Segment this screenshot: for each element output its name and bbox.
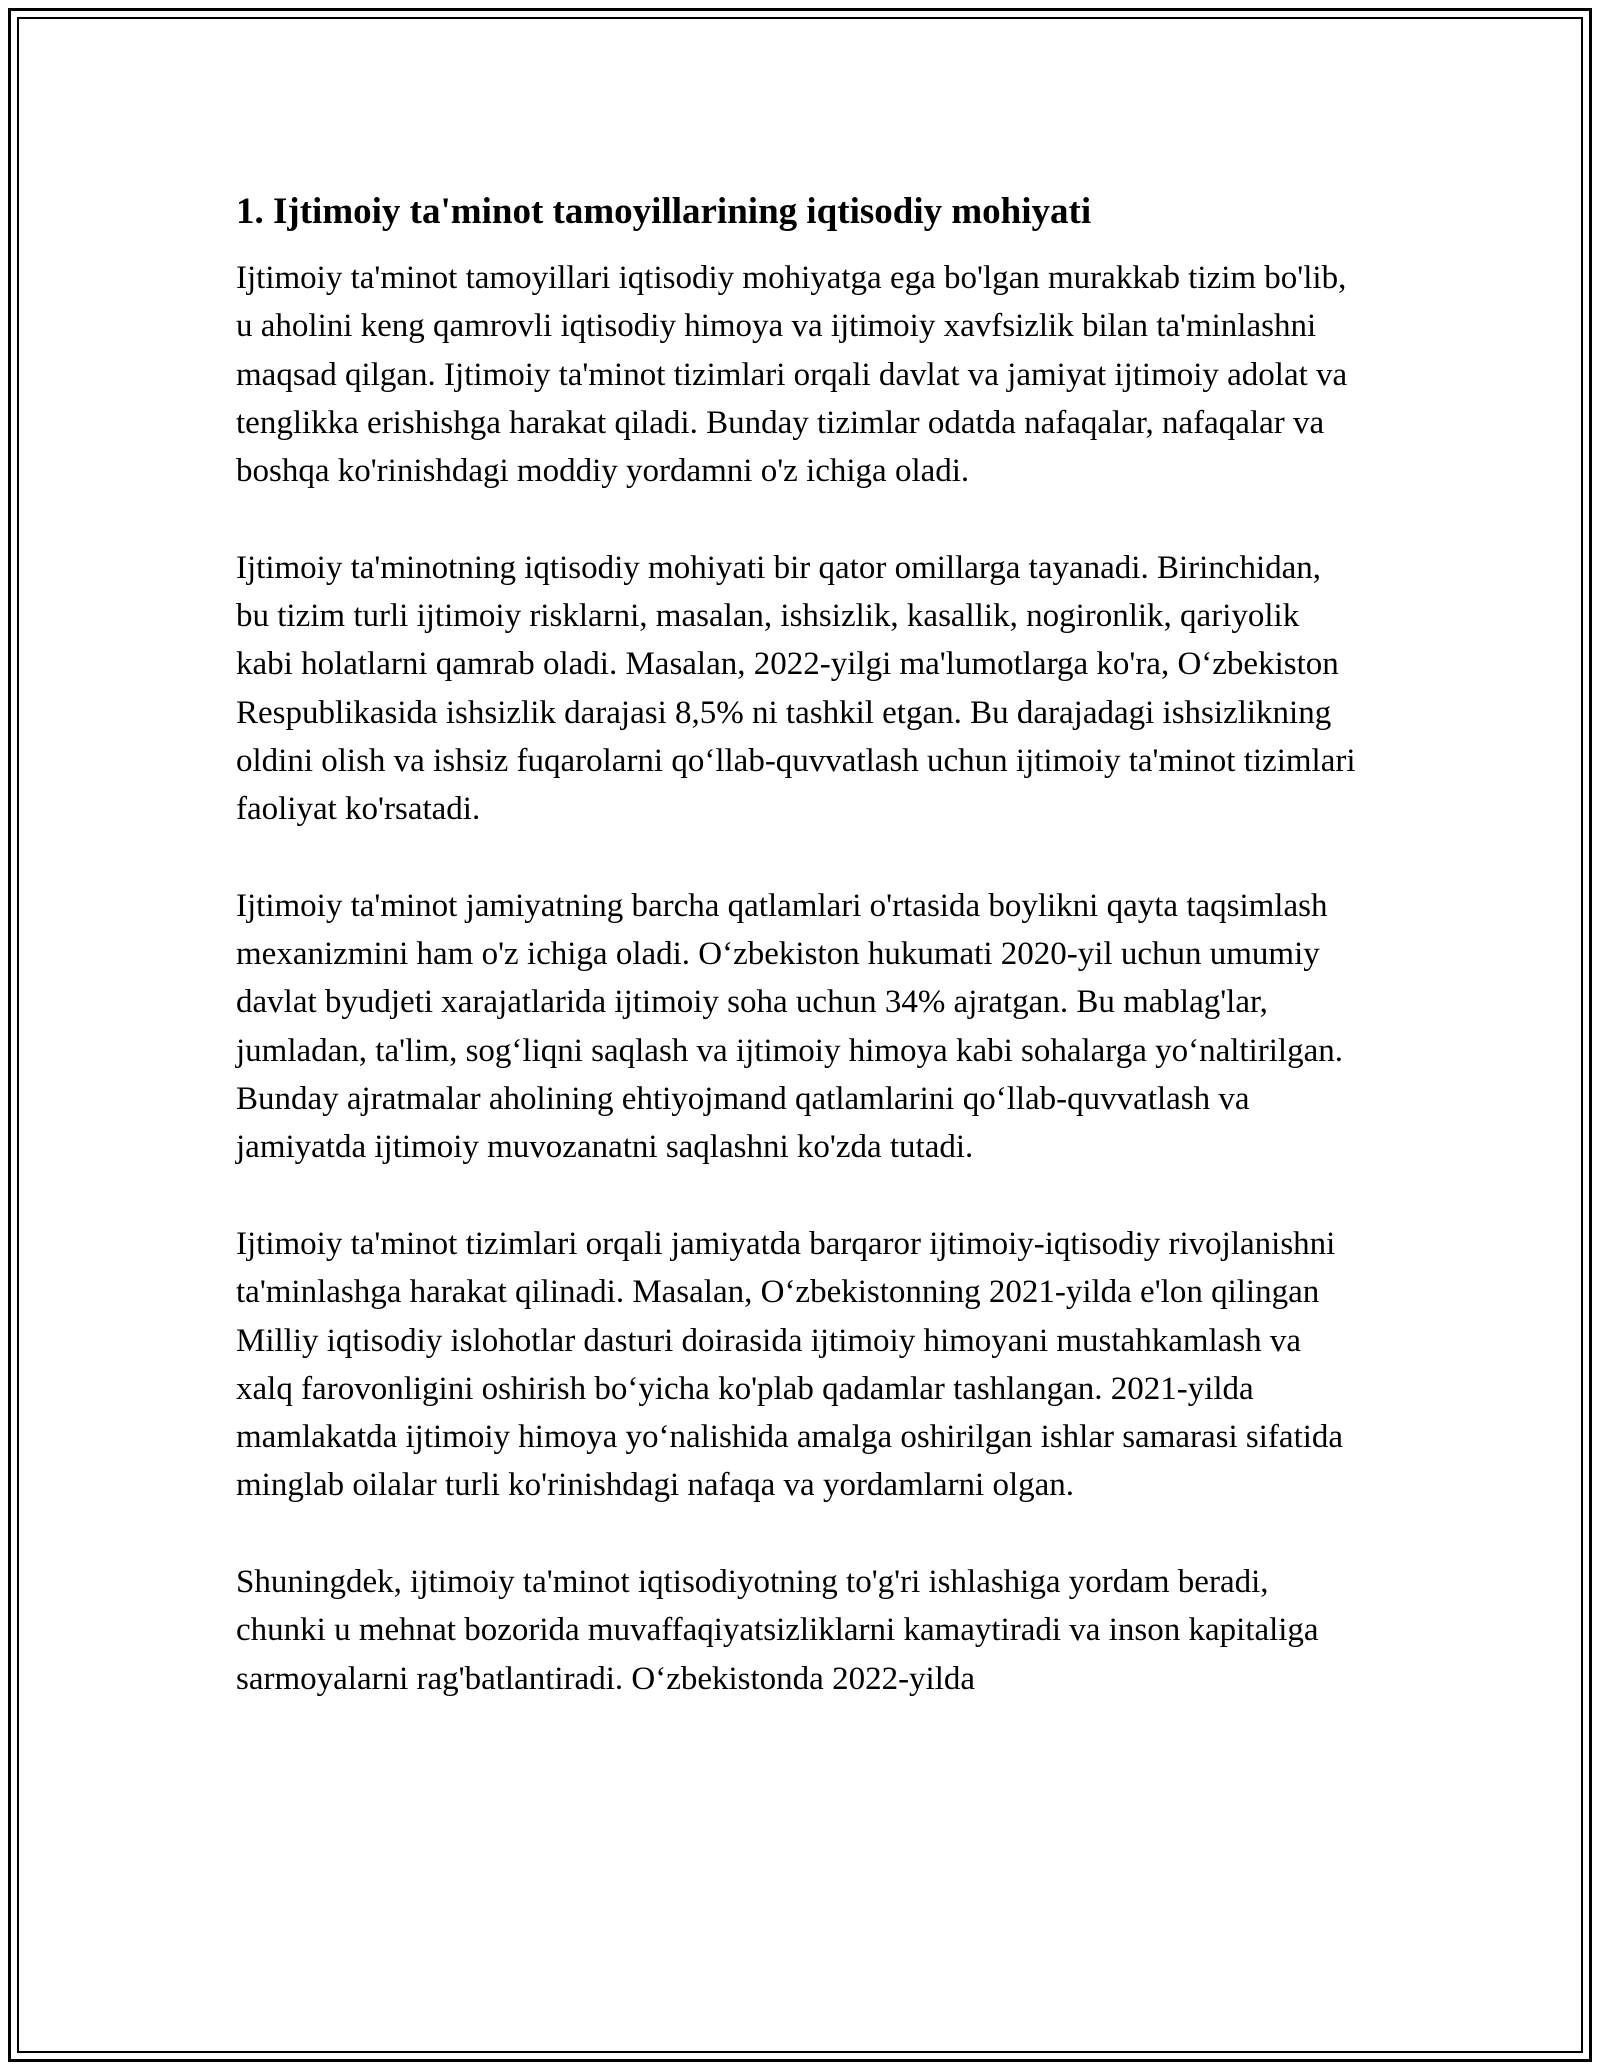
paragraph-4: Ijtimoiy ta'minot tizimlari orqali jamiyatda barqaror ijtimoiy-iqtisodiy rivojlanishni ta'minlashga harakat qilinadi. Masalan, O‘zbekistonning 2021-yilda e'lon qilingan Milliy iqtisodiy islohotlar dasturi doirasida ijtimoiy himoyani mustahkamlash va xalq farovonligini oshirish bo‘yicha ko'plab qadamlar tashlangan. 2021-yilda mamlakatda ijtimoiy himoya yo‘nalishida amalga oshirilgan ishlar samarasi sifatida minglab oilalar turli ko'rinishdagi nafaqa va yordamlarni olgan. — [236, 1225, 1344, 1504]
document-body — [236, 188, 1356, 1751]
paragraph-3: Ijtimoiy ta'minot jamiyatning barcha qatlamlari o'rtasida boylikni qayta taqsimlash mexanizmini ham o'z ichiga oladi. O‘zbekiston hukumati 2020-yil uchun umumiy davlat byudjeti xarajatlarida ijtimoiy soha uchun 34% ajratgan. Bu mablag'lar, jumladan, ta'lim, sog‘liqni saqlash va ijtimoiy himoya kabi sohalarga yo‘naltirilgan. Bunday ajratmalar aholining ehtiyojmand qatlamlarini qo‘llab-quvvatlash va jamiyatda ijtimoiy muvozanatni saqlashni ko'zda tutadi. — [236, 887, 1343, 1166]
section-title: 1. Ijtimoiy ta'minot tamoyillarining iqtisodiy mohiyati — [236, 191, 1092, 232]
paragraph-1: Ijtimoiy ta'minot tamoyillari iqtisodiy mohiyatga ega bo'lgan murakkab tizim bo'lib, u aholini keng qamrovli iqtisodiy himoya va ijtimoiy xavfsizlik bilan ta'minlashni maqsad qilgan. Ijtimoiy ta'minot tizimlari orqali davlat va jamiyat ijtimoiy adolat va tenglikka erishishga harakat qiladi. Bunday tizimlar odatda nafaqalar, nafaqalar va boshqa ko'rinishdagi moddiy yordamni o'z ichiga oladi. — [236, 260, 1348, 490]
paragraph-2: Ijtimoiy ta'minotning iqtisodiy mohiyati bir qator omillarga tayanadi. Birinchidan, bu tizim turli ijtimoiy risklarni, masalan, ishsizlik, kasallik, nogironlik, qariyolik kabi holatlarni qamrab oladi. Masalan, 2022-yilgi ma'lumotlarga ko'ra, O‘zbekiston Respublikasida ishsizlik darajasi 8,5% ni tashkil etgan. Bu darajadagi ishsizlikning oldini olish va ishsiz fuqarolarni qo‘llab-quvvatlash uchun ijtimoiy ta'minot tizimlari faoliyat ko'rsatadi. — [236, 549, 1356, 828]
paragraph-5: Shuningdek, ijtimoiy ta'minot iqtisodiyotning to'g'ri ishlashiga yordam beradi, chunki u mehnat bozorida muvaffaqiyatsizliklarni kamaytiradi va inson kapitaliga sarmoyalarni rag'batlantiradi. O‘zbekistonda 2022-yilda — [236, 1564, 1319, 1697]
